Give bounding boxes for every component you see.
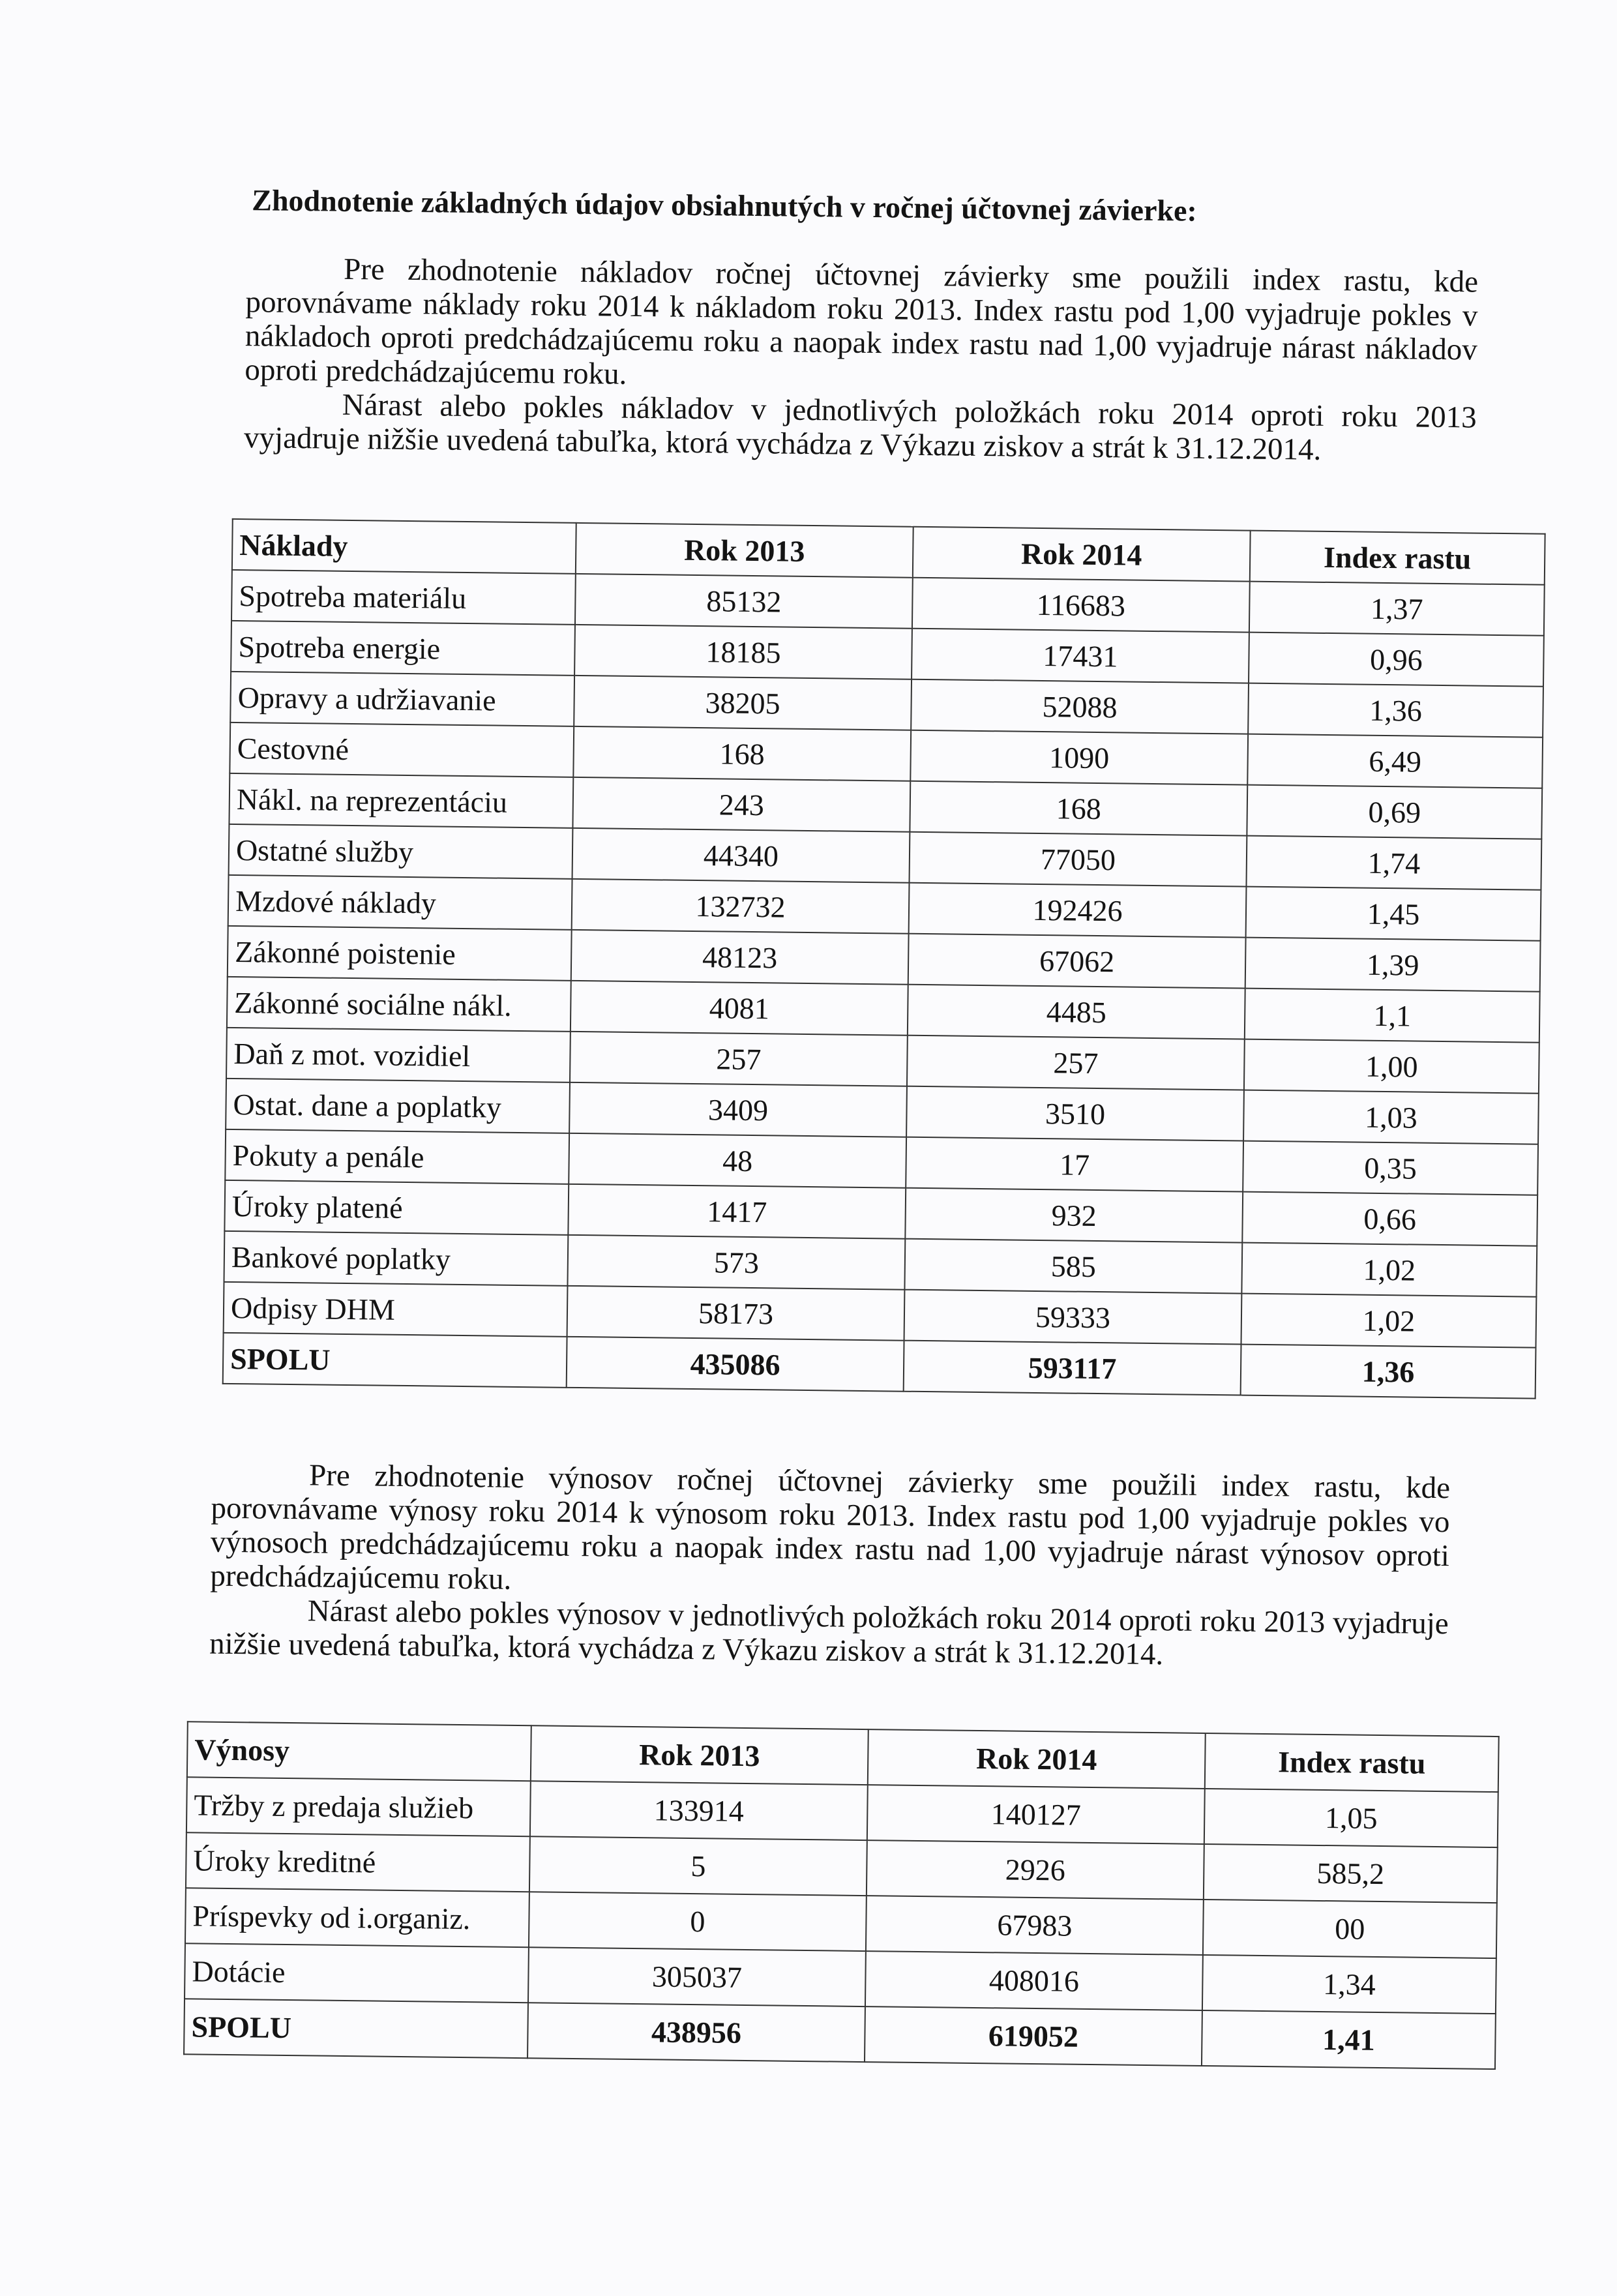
value-cell: 4081 (571, 981, 908, 1036)
value-cell: 85132 (575, 574, 913, 629)
value-cell: 932 (905, 1188, 1243, 1243)
value-cell: 1,1 (1245, 989, 1540, 1043)
value-cell: Rok 2014 (913, 527, 1251, 582)
revenue-paragraph-1: Pre zhodnotenie výnosov ročnej účtovnej závierky sme použili index rastu, kde porovnávame výnosy roku 2014 k výnosom roku 2013. Index rastu pod 1,00 vyjadruje pokles vo výnosoch predchádzajúcemu roku a naopak index rastu nad 1,00 vyjadruje nárast výnosov oproti predchádzajúcemu roku. (210, 1458, 1451, 1596)
value-cell: 1,37 (1249, 582, 1545, 636)
value-cell: 140127 (867, 1785, 1205, 1844)
value-cell: 67983 (866, 1896, 1204, 1955)
row-label-cell: Spotreba materiálu (231, 570, 576, 625)
costs-intro (244, 251, 1478, 468)
value-cell: 133914 (530, 1781, 868, 1840)
row-label-cell: Príspevky od i.organiz. (185, 1888, 529, 1947)
value-cell: 2926 (867, 1840, 1204, 1900)
value-cell: 257 (907, 1036, 1245, 1090)
value-cell: 593117 (904, 1341, 1241, 1395)
value-cell: 1,41 (1202, 2010, 1496, 2069)
row-label-cell: Ostat. dane a poplatky (226, 1079, 570, 1133)
value-cell: 1,03 (1243, 1090, 1539, 1144)
value-cell: 67062 (908, 934, 1246, 989)
value-cell: 77050 (910, 832, 1247, 887)
row-label-cell: Náklady (232, 519, 576, 574)
document-title: Zhodnotenie základných údajov obsiahnutých v ročnej účtovnej závierke: (252, 183, 1198, 228)
value-cell: 1,02 (1241, 1243, 1537, 1297)
value-cell: 408016 (865, 1951, 1203, 2010)
row-label-cell: SPOLU (223, 1333, 567, 1388)
value-cell: 58173 (567, 1286, 905, 1341)
value-cell: 6,49 (1247, 734, 1543, 788)
row-label-cell: Bankové poplatky (224, 1231, 568, 1286)
value-cell: 438956 (527, 2003, 865, 2062)
row-label-cell: Opravy a udržiavanie (230, 672, 574, 726)
value-cell: 18185 (574, 625, 912, 679)
row-label-cell: Úroky kreditné (186, 1832, 530, 1892)
value-cell: 1,36 (1248, 683, 1543, 738)
revenue-paragraph-2: Nárast alebo pokles výnosov v jednotlivých položkách roku 2014 oproti roku 2013 vyjadruje nižšie uvedená tabuľka, ktorá vychádza z Výkazu ziskov a strát k 31.12.2014. (209, 1594, 1449, 1672)
value-cell: Rok 2013 (576, 523, 913, 578)
value-cell: 116683 (912, 578, 1250, 633)
row-label-cell: Výnosy (187, 1722, 531, 1781)
value-cell: 243 (572, 777, 910, 832)
row-label-cell: Úroky platené (224, 1180, 569, 1235)
value-cell: 192426 (909, 883, 1247, 938)
row-label-cell: Cestovné (230, 723, 574, 777)
value-cell: Rok 2013 (531, 1725, 868, 1785)
row-label-cell: Nákl. na reprezentáciu (229, 773, 573, 828)
row-label-cell: Ostatné služby (229, 824, 573, 879)
value-cell: Index rastu (1205, 1733, 1499, 1792)
value-cell: 585,2 (1204, 1844, 1498, 1903)
value-cell: 305037 (528, 1947, 866, 2006)
value-cell: Rok 2014 (868, 1729, 1206, 1789)
value-cell: 38205 (574, 676, 912, 730)
revenue-table (183, 1721, 1500, 2070)
value-cell: 59333 (904, 1290, 1242, 1345)
value-cell: 1,34 (1202, 1955, 1496, 2014)
value-cell: 0,66 (1242, 1192, 1537, 1246)
value-cell: 1417 (568, 1184, 906, 1239)
costs-table (222, 518, 1546, 1399)
value-cell: 1,02 (1241, 1294, 1537, 1348)
value-cell: 1,00 (1244, 1039, 1539, 1094)
value-cell: 0,69 (1247, 785, 1542, 839)
value-cell: 44340 (572, 828, 910, 883)
row-label-cell: Mzdové náklady (228, 875, 572, 930)
value-cell: 585 (904, 1239, 1242, 1294)
value-cell: 573 (567, 1235, 905, 1290)
value-cell: 168 (573, 726, 911, 781)
value-cell: 48123 (571, 930, 909, 985)
value-cell: 1,39 (1245, 938, 1541, 992)
value-cell: 168 (910, 781, 1247, 836)
value-cell: 3409 (569, 1082, 907, 1137)
value-cell: 1,36 (1241, 1345, 1536, 1399)
value-cell: 00 (1203, 1900, 1497, 1958)
value-cell: 0,96 (1249, 633, 1544, 687)
value-cell: 52088 (911, 679, 1249, 734)
value-cell: 132732 (572, 879, 910, 934)
row-label-cell: Pokuty a penále (225, 1129, 569, 1184)
row-label-cell: Spotreba energie (231, 621, 575, 676)
value-cell: 1,74 (1246, 836, 1541, 890)
row-label-cell: Dotácie (185, 1943, 529, 2003)
row-label-cell: Zákonné sociálne nákl. (227, 977, 571, 1032)
value-cell: Index rastu (1250, 531, 1545, 585)
revenue-intro (209, 1457, 1450, 1675)
row-label-cell: Odpisy DHM (224, 1282, 568, 1337)
costs-paragraph-1: Pre zhodnotenie nákladov ročnej účtovnej závierky sme použili index rastu, kde porovnávame náklady roku 2014 k nákladom roku 2013. Index rastu pod 1,00 vyjadruje pokles v nákladoch oproti predchádzajúcemu roku a naopak index rastu nad 1,00 vyjadruje nárast nákladov oproti predchádzajúcemu roku. (245, 252, 1479, 391)
value-cell: 17431 (912, 629, 1249, 683)
value-cell: 3510 (906, 1086, 1244, 1141)
value-cell: 0 (529, 1892, 867, 1951)
value-cell: 5 (529, 1836, 867, 1896)
value-cell: 435086 (567, 1337, 904, 1392)
row-label-cell: SPOLU (184, 1999, 528, 2058)
value-cell: 619052 (865, 2006, 1202, 2066)
value-cell: 17 (906, 1137, 1243, 1192)
value-cell: 1,05 (1204, 1789, 1498, 1847)
value-cell: 1,45 (1246, 887, 1541, 941)
row-label-cell: Daň z mot. vozidiel (226, 1028, 571, 1082)
costs-paragraph-2: Nárast alebo pokles nákladov v jednotlivých položkách roku 2014 oproti roku 2013 vyjadruje nižšie uvedená tabuľka, ktorá vychádza z Výkazu ziskov a strát k 31.12.2014. (243, 387, 1477, 467)
value-cell: 257 (570, 1032, 908, 1086)
row-label-cell: Tržby z predaja služieb (186, 1777, 531, 1836)
value-cell: 1090 (910, 730, 1248, 785)
value-cell: 4485 (908, 985, 1245, 1039)
value-cell: 48 (569, 1133, 906, 1188)
value-cell: 0,35 (1243, 1141, 1538, 1195)
row-label-cell: Zákonné poistenie (228, 926, 572, 981)
